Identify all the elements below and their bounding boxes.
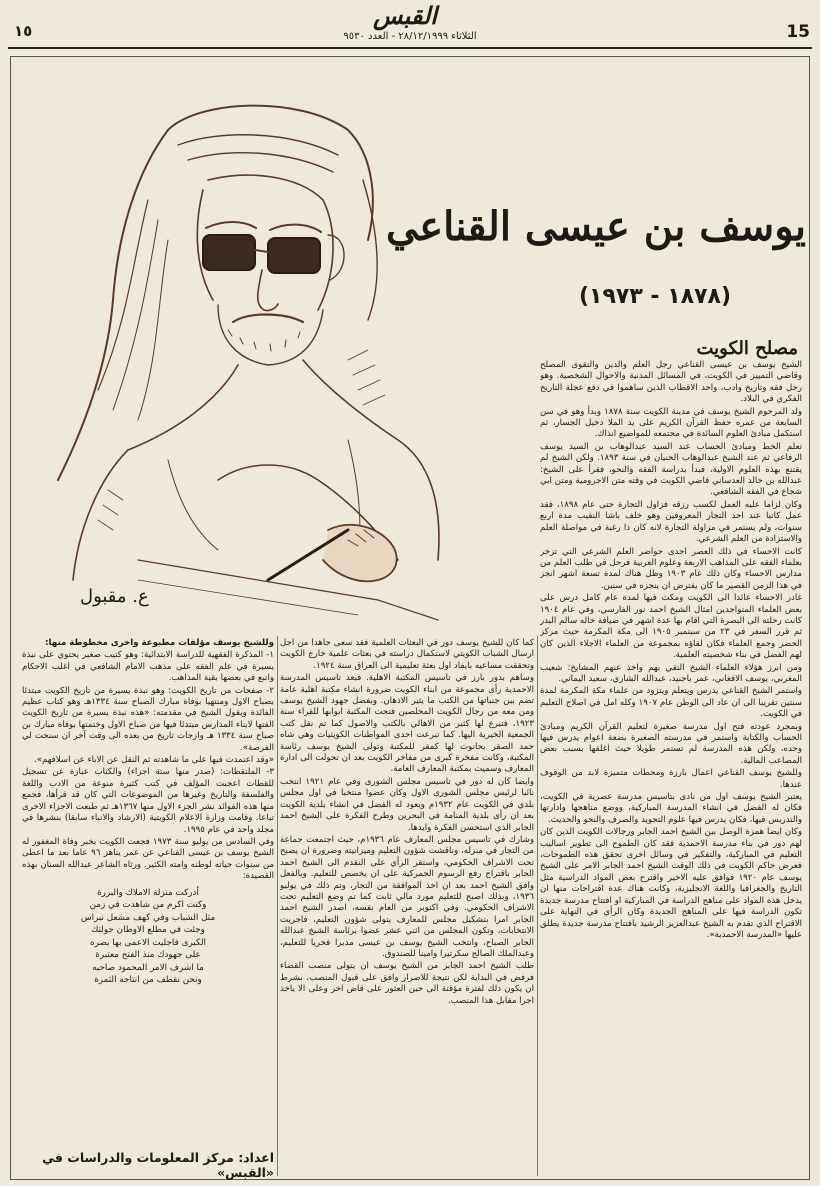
paragraph: ٢- صفحات من تاريخ الكويت: وهو نبذة يسيرة من تاريخ الكويت مبتدئا بصباح الاول ومنتهيا بوفاة مبارك الصباح سنة ١٣٣٤هـ وهو كتاب عظيم الفائدة ويقول الشيخ في مقدمته: «هذه نبذة يسيرة من تاريخ الكويت الفتها لابناء المدارس مبتدئا فيها من صباح الاول وختمتها بوفاة مبارك بن صباح سنة ١٣٣٤ هـ وازجات تاريخ من بعده الى وقت آخر ان سنحت لي الفرصة».: [22, 685, 274, 753]
poem-line: الكبرى فاجليت الاعمى بها بصره: [90, 937, 206, 948]
paragraph: الشيخ يوسف بن عيسى القناعي رجل العلم والدين والتقوى المصلح وقاضي التمييز في الكويت، في المسائل المدنية والاحوال الشخصية. وهو رجل فقه وتاريخ وادب، واحد الاقطاب الذين ساهموا في دفع عجلة التاريخ الفكري في البلاد.: [540, 360, 802, 405]
paragraph: وللشيخ يوسف القناعي اعمال بارزة ومحطات متميزة لابد من الوقوف عندها.: [540, 768, 802, 790]
masthead-logo: القبس: [373, 1, 437, 30]
paragraph: ومن ابرز هؤلاء العلماء الشيخ التقي بهم واخذ عنهم المشايخ: شعيب المغربي، يوسف الافغاني، عمر باجنيد، عبدالله الشاري، سعيد اليماني.: [540, 662, 802, 684]
poem-line: على جهودك منذ الفتح معتبرة: [95, 950, 201, 961]
text-column-right: [540, 360, 802, 1174]
poem-line: ونحن نقطف من انتاجه الثمرة: [94, 975, 202, 986]
article-subtitle: مصلح الكويت: [696, 338, 798, 359]
column-divider: [537, 636, 538, 1176]
paragraph: واستمر الشيخ القناعي يدرس ويتعلم ويتزود من علماء مكة المكرمة لمدة سنتين تقريبا الى ان عاد الى الوطن عام ١٩٠٧ وكله امل في اصلاح التعليم في الكويت.: [540, 686, 802, 720]
article-title: يوسف بن عيسى القناعي: [385, 202, 806, 250]
paragraph: وبمجرد عودته فتح اول مدرسة صغيرة لتعليم القرآن الكريم ومبادئ الحساب والكتابة واستمر في مدرسته الصغيرة بضعة اعوام يدرس فيها وحده، ولكن هذه المدرسة لم تستمر طويلا حيث اغلقها بسبب بعض المصاعب المالية.: [540, 721, 802, 766]
page-number-latin: 15: [786, 22, 810, 42]
paragraph: ٣- الملتقطات: (صدر منها ستة اجزاء) والكتاب عبارة عن تسجيل للقطات اعجبت المؤلف في كتب كثيرة منوعة من الادب واللغة والفلسفة والتاريخ وغيرها من الموضوعات التي كان قد قرأها، فجمع منها هذه الفوائد نشر الجزء الاول منها ١٣٦٧هـ ثم طبعت الاجزاء الاخرى تباعا. وقامت وزارة الاعلام الكويتية (الارشاد والانباء سابقا) بنشرها في مجلد واحد في عام ١٩٩٥.: [22, 767, 274, 835]
artist-signature: ع. مقبول: [80, 586, 149, 607]
page-header: [0, 0, 820, 52]
paragraph: غادر الاحساء عائدا الى الكويت ومكث فيها لمدة عام كامل درس على بعض العلماء المتواجدين امثال الشيخ احمد نور الفارسي، وفي عام ١٩٠٤ كانت رحلته الى البصرة التي اقام بها عدة اشهر في ضيافة خاله سالم البدر ثم قرر السفر في ٢٣ من سبتمبر ١٩٠٥ الى مكة المكرمة حيث مركز الحضر وجمع العلماء فكان لقاؤه بمجموعة من العلماء الاجلاء الذين كان لهم الفضل في بناء شخصيته العلمية.: [540, 593, 802, 661]
text-column-left: [22, 638, 274, 1138]
column-divider: [277, 636, 278, 1176]
paragraph: «وقد اعتمدت فيها على ما شاهدته ثم النقل عن الاباء عن اسلافهم».: [34, 755, 274, 766]
paragraph: يعتبر الشيخ يوسف اول من نادى بتاسيس مدرسة عصرية في الكويت، فكان له الفضل في انشاء المدرسة المباركية، ووضع مناهجها وادارتها والتدريس فيها، فكان يدرس فيها علوم التجويد والصرف والنحو والحديث.: [540, 792, 802, 825]
portrait-sketch-image: [18, 60, 458, 630]
poem-line: وجئت في مطلع الاوطان جولتك: [91, 925, 205, 936]
text-column-middle: [280, 638, 534, 1174]
poem-line: أدركت منزلة الاملاك والبررة: [97, 887, 199, 898]
paragraph: وايضا كان له دور في تاسيس مجلس الشورى وفي عام ١٩٢١ انتخب نائبا لرئيس مجلس الشورى الاول وكان عضوا منتخبا في اول مجلس بلدي في الكويت عام ١٩٣٢م ويعود له الفضل في انشاء بلدية الكويت بعد ان رأى بلدية المنامة في البحرين وطرح الفكرة على الشيخ احمد الجابر الذي استحسن الفكرة وايدها.: [280, 776, 534, 833]
paragraph: وشارك في تاسيس مجلس المعارف عام ١٩٣٦م، حيث اجتمعت جماعة من التجار في منزله، وناقشت شؤون التعليم وميزانيته وضرورة ان يصبح تحت الاشراف الحكومي، واستقر الرأي على التقدم الى الشيخ احمد الجابر باقتراح رفع الرسوم الجمركية على ان يخصص للتعليم. وبالفعل وافق الشيخ احمد بعد ان اخذ الموافقة من التجار، وتم ذلك في يوليو ١٩٣٦، وبذلك اصبح للتعليم مورد مالي ثابت كما تم وضع التعليم تحت الاشراف الحكومي. وفي اكتوبر من العام نفسه، اصدر الشيخ احمد الجابر امرا بتشكيل مجلس للمعارف يتولى شؤون التعليم، فاجريت الانتخابات، وتكون المجلس من اثني عشر عضوا برئاسة الشيخ عبدالله الجابر الصباح، وانتخب الشيخ يوسف بن عيسى مديرا فخريا للتعليم، وعبدالملك الصالح سكرتيرا وامينا للصندوق.: [280, 834, 534, 959]
paragraph: ولد المرحوم الشيخ يوسف في مدينة الكويت سنة ١٨٧٨ وبدأ وهو في سن السابعة من عمره حفظ القرآن الكريم على يد الملا دخيل الجسار، ثم استكمل مبادئ العلوم السائدة في مجتمعه للمواضيع انذاك.: [540, 406, 802, 440]
paragraph: وكان ايضا همزة الوصل بين الشيخ احمد الجابر ورجالات الكويت الذين كان لهم دور في بناء مدرسة الاحمدية فقد كان الطموح الى تطوير اساليب التعليم في المباركية، والتفكير في وسائل اخرى تحقق هذه الطموحات، فعرض حاكم الكويت في ذلك الوقت الشيخ احمد الجابر الامر على الشيخ يوسف عام ١٩٢٠ فوافق عليه الاخير واقترح بعض المواد الدراسية مثل التاريخ والجغرافيا واللغة الانجليزية، وكانت هناك عدة اقتراحات منها ان يدخل هذه المواد على مناهج الدراسة في المباركية او افتتاح مدرسة جديدة تكون الدراسة فيها على المناهج الجديدة وكان الرأي في النهاية على الاقتراح الذي تقدم به الشيخ عبدالعزيز الرشيد بافتتاح مدرسة جديدة يطلق عليها «المدرسة الاحمدية».: [540, 827, 802, 940]
paragraph: كما كان للشيخ يوسف دور في البعثات العلمية فقد سعى جاهدا من اجل ارسال الشباب الكويتي لاستكمال دراسته في بعثات علمية خارج الكويت وتحققت مساعيه بايفاد اول بعثة تعليمية الى العراق سنة ١٩٢٤.: [280, 638, 534, 671]
paragraph: وللشيخ يوسف مؤلفات مطبوعة واخرى مخطوطة منها:: [45, 638, 274, 648]
paragraph: وساهم بدور بارز في تاسيس المكتبة الاهلية. فبعد تاسيس المدرسة الاحمدية رأى مجموعة من ابناء الكويت ضرورة انشاء مكتبة اهلية عامة تضم بين جنباتها من الكتب ما يثير الاذهان. وبفضل جهود الشيخ يوسف ومن معه من رجال الكويت المخلصين فتحت المكتبة ابوابها للقراء سنة ١٩٢٣، فتبرع لها كثير من الاهالي بالكتب والاصول كما تم نقل كتب الجمعية الخيرية اليها. كما تبرعت احدى المواطنات الكويتيات وهي شاه حمد الصقر بحانوت لها كمقر للمكتبة وتولى الشيخ يوسف رئاسة المكتبة، وكانت مفخرة كبرى من مفاخر الكويت بعد ان تحولت الى ادارة المعارف وسميت بمكتبة المعارف العامة.: [280, 673, 534, 775]
article-credit: اعداد: مركز المعلومات والدراسات في «القبس»: [42, 1150, 274, 1180]
elegy-poem: [22, 887, 274, 987]
poem-line: مثل الشباب وفي كهف مشعل نبراس: [80, 912, 216, 923]
paragraph: طلب الشيخ احمد الجابر من الشيخ يوسف ان يتولى منصب القضاء فرفض في البداية لكن نتيجة للاصرار وافق على قبول المنصب، بشرط ان يكون ذلك لفترة مؤقتة الى حين العثور على قاض اخر وعلى الا ياخذ اجرا مقابل هذا المنصب.: [280, 961, 534, 1006]
poem-line: وكنت اكرم من شاهدت في زمن: [89, 900, 207, 911]
article-years: (١٨٧٨ - ١٩٧٣): [578, 284, 731, 309]
poem-line: ما اشرف الامر المحمود صاحبه: [92, 962, 204, 973]
paragraph: تعلم الخط ومبادئ الحساب عند السيد عبدالوهاب بن السيد يوسف الرفاعي ثم عند الشيخ عبدالوهاب الحنيان في سنة ١٨٩٣. ولكن الشيخ لم يقتنع بهذه العلوم الاولية، فبدأ بدراسة الفقه والنحو، فقرأ على الشيخ: عبدالله بن خالد العدساني قاضي الكويت في وقته متن الاجرومية ومتن ابي شجاع في الفقه الشافعي.: [540, 441, 802, 498]
header-rule: [8, 47, 812, 49]
issue-dateline: الثلاثاء ٢٨/١٢/١٩٩٩ - العدد ٩٥٣٠: [343, 31, 477, 42]
paragraph: وكان لزاما عليه العمل لكسب رزقه فزاول التجارة حتى عام ١٨٩٨، فقد عمل كاتبا عند احد التجار المعروفين وهو خلف باشا النقيب مدة اربع سنوات، ولم يستمر في مزاولة التجارة لانه كان ذا رغبة في مواصلة العلم والاستزادة من العلم الشرعي.: [540, 499, 802, 545]
page-number-arabic: ١٥: [14, 22, 33, 40]
paragraph: ١- المذكرة الفقهية للدراسة الابتدائية: وهو كتيب صغير يحتوي على نبذة يسيرة في علم الفقه على مذهب الامام الشافعي في اغلب الاحكام واتبع في بعضها بقية المذاهب.: [22, 650, 274, 684]
paragraph: وفي السادس من يوليو سنة ١٩٧٣ فجعت الكويت بخبر وفاة المغفور له الشيخ يوسف بن عيسى القناعي عن عمر يناهز ٩٦ عاما بعد ما اعطى من سنوات حياته لوطنه وامته الكثير. ورثاه الشاعر عبدالله السنان بهذه القصيدة:: [22, 836, 274, 882]
paragraph: كانت الاحساء في ذلك العصر احدى حواضر العلم الشرعي التي تزخر بعلماء الفقه على المذاهب الاربعة وعلوم العربية فرحل في طلب العلم من مدارس الاحساء وكان ذلك عام ١٩٠٣ وظل هناك لمدة تسعة اشهر انجز في هذا الزمن القصير ما كان يفترض ان ينجزه في سنين.: [540, 546, 802, 591]
